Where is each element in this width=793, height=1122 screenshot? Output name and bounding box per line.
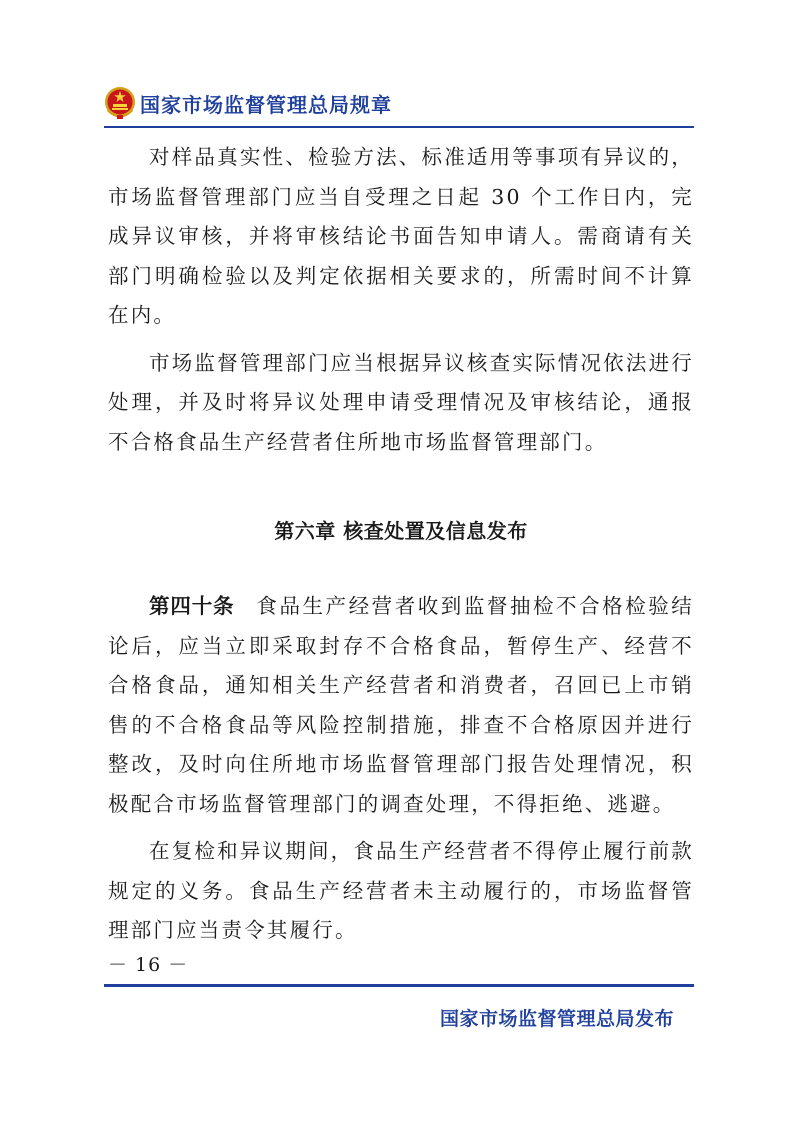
body-paragraph: 对样品真实性、检验方法、标准适用等事项有异议的，市场监督管理部门应当自受理之日起 30 个工作日内，完成异议审核，并将审核结论书面告知申请人。需商请有关部门明确检验以及判定依据相关要求的，所需时间不计算在内。 bbox=[108, 145, 694, 327]
header-title: 国家市场监督管理总局规章 bbox=[140, 93, 392, 117]
national-emblem-icon bbox=[104, 86, 136, 120]
article-title: 第四十条 bbox=[149, 594, 235, 618]
chapter-heading: 第六章 核查处置及信息发布 bbox=[274, 519, 528, 543]
footer-divider bbox=[104, 984, 694, 987]
article-text: 食品生产经营者收到监督抽检不合格检验结论后，应当立即采取封存不合格食品，暂停生产、经营不合格食品，通知相关生产经营者和消费者，召回已上市销售的不合格食品等风险控制措施，排查不合格原因并进行整改，及时向住所地市场监督管理部门报告处理情况，积极配合市场监督管理部门的调查处理，不得拒绝、逃避。 bbox=[108, 594, 694, 816]
document-header bbox=[104, 86, 696, 122]
page-number: － 16 － bbox=[108, 954, 189, 976]
body-paragraph: 在复检和异议期间，食品生产经营者不得停止履行前款规定的义务。食品生产经营者未主动履行的，市场监督管理部门应当责令其履行。 bbox=[108, 839, 694, 942]
header-divider bbox=[104, 126, 694, 128]
document-body bbox=[108, 138, 694, 951]
footer-publisher: 国家市场监督管理总局发布 bbox=[440, 1008, 675, 1030]
article-paragraph bbox=[108, 587, 694, 824]
body-paragraph: 市场监督管理部门应当根据异议核查实际情况依法进行处理，并及时将异议处理申请受理情况及审核结论，通报不合格食品生产经营者住所地市场监督管理部门。 bbox=[108, 350, 694, 454]
